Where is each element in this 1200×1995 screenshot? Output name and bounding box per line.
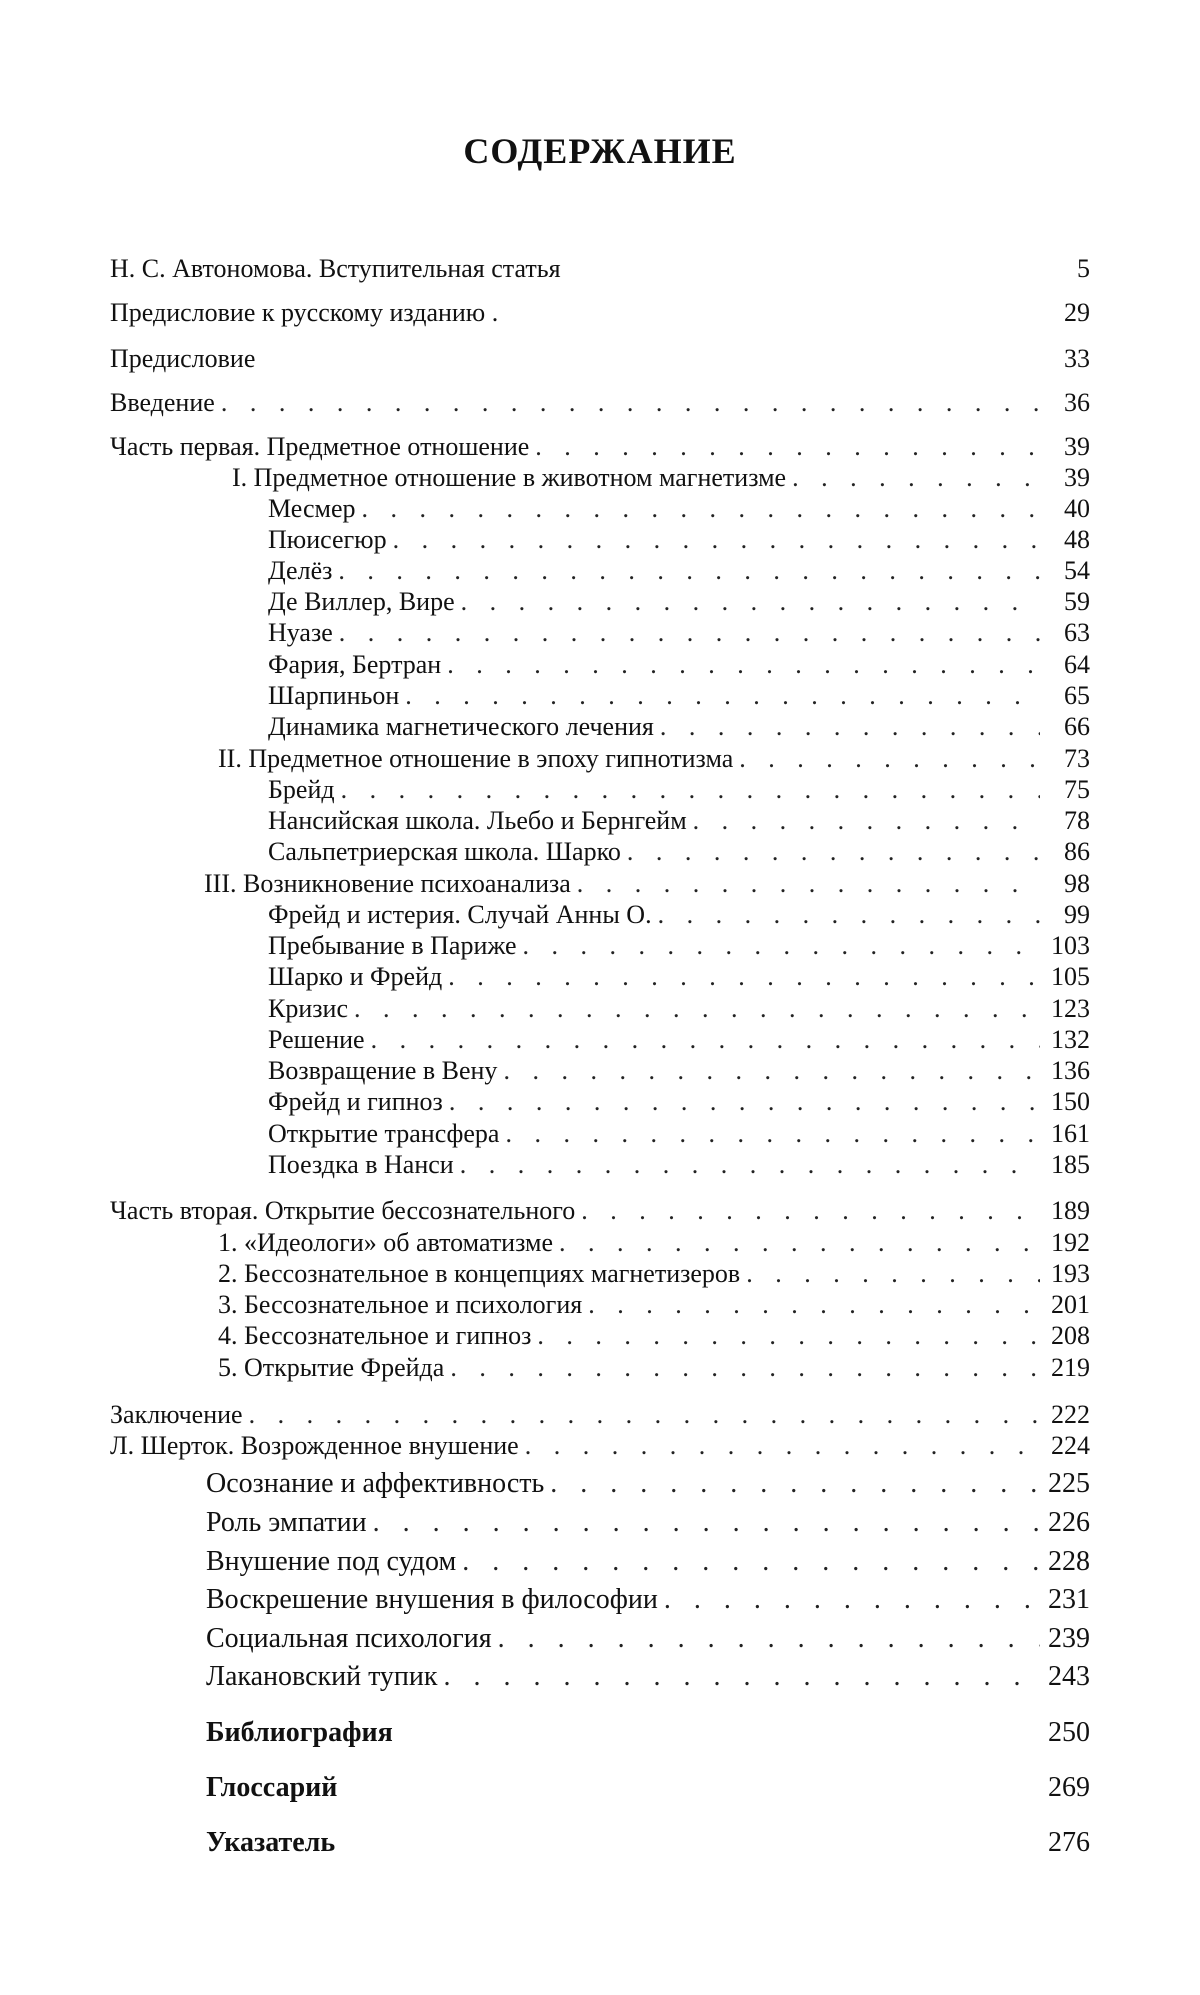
toc-entry-page-number: 201 [1051, 1290, 1090, 1319]
toc-entry-title: Фрейд и истерия. Случай Анны О. [268, 900, 652, 929]
toc-entry[interactable] [268, 556, 1090, 586]
toc-entry[interactable] [268, 618, 1090, 648]
toc-entry-title: Шарпиньон [268, 681, 400, 710]
toc-entry-page-number: 226 [1048, 1507, 1090, 1538]
toc-entry-title: Решение [268, 1025, 365, 1054]
dot-leader [371, 1025, 1040, 1055]
toc-entry-page-number: 276 [1048, 1827, 1090, 1858]
toc-entry-title: 3. Бессознательное и психология [218, 1290, 583, 1319]
toc-entry-page-number: 78 [1064, 806, 1090, 835]
toc-entry-page-number: 208 [1051, 1321, 1090, 1350]
dot-leader [746, 1259, 1040, 1289]
toc-entry-title: 2. Бессознательное в концепциях магнетизеров [218, 1259, 741, 1288]
dot-leader [664, 1585, 1040, 1615]
dot-leader [450, 1353, 1040, 1383]
toc-entry[interactable] [268, 587, 1090, 617]
dot-leader [405, 681, 1040, 711]
toc-entry-page-number: 250 [1048, 1717, 1090, 1748]
toc-entry[interactable] [268, 1025, 1090, 1055]
dot-leader [537, 1321, 1040, 1351]
toc-entry[interactable] [218, 1321, 1090, 1351]
toc-entry-title: Воскрешение внушения в философии [206, 1584, 658, 1615]
dot-leader [448, 962, 1040, 992]
toc-entry-title: Введение [110, 388, 215, 417]
toc-entry-title: Месмер [268, 494, 356, 523]
toc-entry-page-number: 99 [1064, 900, 1090, 929]
toc-entry-page-number: 66 [1064, 712, 1090, 741]
dot-leader [447, 650, 1040, 680]
toc-entry-page-number: 231 [1048, 1584, 1090, 1615]
toc-entry-page-number: 105 [1051, 962, 1090, 991]
toc-entry-page-number: 75 [1064, 775, 1090, 804]
toc-entry-page-number: 150 [1051, 1087, 1090, 1116]
toc-entry-page-number: 222 [1051, 1400, 1090, 1429]
dot-leader [559, 1228, 1040, 1258]
toc-entry[interactable] [268, 1150, 1090, 1180]
toc-entry[interactable] [110, 1196, 1090, 1226]
dot-leader [393, 525, 1040, 555]
toc-entry-title: Часть вторая. Открытие бессознательного [110, 1196, 576, 1225]
toc-entry-title: Глоссарий [206, 1772, 338, 1803]
dot-leader [444, 1662, 1040, 1692]
toc-entry-page-number: 224 [1051, 1431, 1090, 1460]
toc-entry-title: 4. Бессознательное и гипноз [218, 1321, 532, 1350]
toc-entry[interactable] [232, 463, 1090, 493]
toc-entry[interactable] [204, 869, 1090, 899]
toc-entry[interactable] [206, 1662, 1090, 1692]
toc-entry[interactable] [268, 962, 1090, 992]
toc-entry[interactable] [218, 1228, 1090, 1258]
dot-leader [535, 432, 1040, 462]
toc-entry-title: Предисловие к русскому изданию . [110, 298, 499, 327]
toc-entry[interactable] [218, 1259, 1090, 1289]
toc-entry[interactable] [206, 1828, 1090, 1858]
dot-leader [550, 1469, 1040, 1499]
toc-entry[interactable] [268, 806, 1090, 836]
toc-entry-page-number: 5 [1077, 254, 1090, 283]
toc-entry-page-number: 63 [1064, 618, 1090, 647]
toc-entry-title: Поездка в Нанси [268, 1150, 454, 1179]
toc-entry-page-number: 73 [1064, 744, 1090, 773]
toc-entry-page-number: 65 [1064, 681, 1090, 710]
toc-entry[interactable] [110, 298, 1090, 328]
toc-entry-title: Сальпетриерская школа. Шарко [268, 837, 621, 866]
toc-entry[interactable] [268, 712, 1090, 742]
toc-entry-title: Пюисегюр [268, 525, 387, 554]
toc-entry-title: Часть первая. Предметное отношение [110, 432, 530, 461]
toc-entry[interactable] [268, 994, 1090, 1024]
toc-entry-title: Библиография [206, 1717, 393, 1748]
toc-entry-title: Шарко и Фрейд [268, 962, 443, 991]
dot-leader [658, 900, 1040, 930]
toc-entry[interactable] [218, 1353, 1090, 1383]
dot-leader [505, 1119, 1040, 1149]
toc-entry[interactable] [268, 525, 1090, 555]
toc-entry-page-number: 48 [1064, 525, 1090, 554]
toc-entry-title: Нансийская школа. Льебо и Бернгейм [268, 806, 687, 835]
toc-entry-title: II. Предметное отношение в эпоху гипнотизма [218, 744, 734, 773]
dot-leader [525, 1431, 1040, 1461]
toc-entry-title: I. Предметное отношение в животном магнетизме [232, 463, 787, 492]
toc-entry-page-number: 243 [1048, 1661, 1090, 1692]
toc-entry[interactable] [268, 900, 1090, 930]
toc-entry-title: Осознание и аффективность [206, 1468, 545, 1499]
toc-entry-page-number: 39 [1064, 463, 1090, 492]
toc-entry-page-number: 185 [1051, 1150, 1090, 1179]
toc-entry[interactable] [268, 681, 1090, 711]
toc-entry-page-number: 189 [1051, 1196, 1090, 1225]
toc-entry-page-number: 103 [1051, 931, 1090, 960]
toc-entry[interactable] [268, 1087, 1090, 1117]
toc-entry-title: Л. Шерток. Возрожденное внушение [110, 1431, 519, 1460]
dot-leader [523, 931, 1040, 961]
toc-entry-title: Пребывание в Париже [268, 931, 517, 960]
toc-entry[interactable] [218, 1290, 1090, 1320]
toc-entry-page-number: 123 [1051, 994, 1090, 1023]
toc-entry[interactable] [206, 1585, 1090, 1615]
dot-leader [693, 806, 1040, 836]
toc-entry[interactable] [206, 1547, 1090, 1577]
toc-entry-title: Фрейд и гипноз [268, 1087, 443, 1116]
toc-entry[interactable] [110, 432, 1090, 462]
toc-entry-title: Внушение под судом [206, 1546, 457, 1577]
dot-leader [627, 837, 1040, 867]
toc-entry-title: Фария, Бертран [268, 650, 442, 679]
toc-entry-page-number: 132 [1051, 1025, 1090, 1054]
dot-leader [338, 556, 1040, 586]
toc-entry[interactable] [206, 1773, 1090, 1803]
dot-leader [249, 1400, 1040, 1430]
toc-entry-page-number: 136 [1051, 1056, 1090, 1085]
dot-leader [221, 388, 1040, 418]
toc-entry[interactable] [206, 1718, 1090, 1748]
toc-entry-title: 5. Открытие Фрейда [218, 1353, 445, 1382]
toc-entry-title: Лакановский тупик [206, 1661, 438, 1692]
toc-entry[interactable] [268, 931, 1090, 961]
toc-entry-title: Н. С. Автономова. Вступительная статья [110, 254, 561, 283]
toc-entry-page-number: 193 [1051, 1259, 1090, 1288]
dot-leader [588, 1290, 1040, 1320]
toc-entry[interactable] [206, 1508, 1090, 1538]
toc-entry[interactable] [110, 1431, 1090, 1461]
toc-entry-page-number: 219 [1051, 1353, 1090, 1382]
toc-entry-page-number: 161 [1051, 1119, 1090, 1148]
dot-leader [577, 869, 1040, 899]
toc-entry[interactable] [268, 1056, 1090, 1086]
toc-entry-title: Открытие трансфера [268, 1119, 500, 1148]
toc-entry[interactable] [206, 1469, 1090, 1499]
toc-entry[interactable] [110, 344, 1090, 374]
toc-entry[interactable] [110, 254, 1090, 284]
toc-entry-page-number: 29 [1064, 298, 1090, 327]
dot-leader [503, 1056, 1040, 1086]
toc-entry-title: Динамика магнетического лечения [268, 712, 654, 741]
dot-leader [339, 618, 1040, 648]
toc-entry-page-number: 59 [1064, 587, 1090, 616]
toc-entry-title: Возвращение в Вену [268, 1056, 498, 1085]
toc-entry-page-number: 86 [1064, 837, 1090, 866]
toc-entry-title: 1. «Идеологи» об автоматизме [218, 1228, 553, 1257]
dot-leader [462, 1547, 1040, 1577]
toc-entry-title: Делёз [268, 556, 333, 585]
toc-entry-title: Нуазе [268, 618, 333, 647]
toc-entry-title: Заключение [110, 1400, 243, 1429]
dot-leader [354, 994, 1040, 1024]
toc-entry-page-number: 39 [1064, 432, 1090, 461]
toc-entry[interactable] [110, 388, 1090, 418]
toc-entry-title: Социальная психология [206, 1623, 492, 1654]
toc-entry[interactable] [268, 494, 1090, 524]
toc-entry[interactable] [268, 650, 1090, 680]
toc-entry-page-number: 269 [1048, 1772, 1090, 1803]
dot-leader [461, 587, 1040, 617]
dot-leader [373, 1508, 1040, 1538]
dot-leader [460, 1150, 1040, 1180]
toc-entry-page-number: 33 [1064, 344, 1090, 373]
toc-entry-page-number: 64 [1064, 650, 1090, 679]
dot-leader [792, 463, 1040, 493]
toc-entry-page-number: 239 [1048, 1623, 1090, 1654]
toc-entry[interactable] [218, 744, 1090, 774]
toc-entry-title: III. Возникновение психоанализа [204, 869, 571, 898]
toc-entry[interactable] [110, 1400, 1090, 1430]
toc-entry[interactable] [268, 837, 1090, 867]
toc-entry-page-number: 192 [1051, 1228, 1090, 1257]
toc-entry-page-number: 36 [1064, 388, 1090, 417]
toc-entry-title: Кризис [268, 994, 348, 1023]
toc-entry-page-number: 40 [1064, 494, 1090, 523]
toc-entry-title: Предисловие [110, 344, 256, 373]
toc-entry-title: Роль эмпатии [206, 1507, 367, 1538]
toc-entry-title: Указатель [206, 1827, 336, 1858]
dot-leader [739, 744, 1040, 774]
toc-entry-title: Де Виллер, Вире [268, 587, 455, 616]
toc-entry-page-number: 98 [1064, 869, 1090, 898]
toc-entry[interactable] [268, 775, 1090, 805]
toc-entry[interactable] [206, 1624, 1090, 1654]
toc-entry-title: Брейд [268, 775, 335, 804]
dot-leader [341, 775, 1040, 805]
page-title: СОДЕРЖАНИЕ [463, 131, 737, 171]
dot-leader [660, 712, 1040, 742]
toc-entry[interactable] [268, 1119, 1090, 1149]
toc-entry-page-number: 228 [1048, 1546, 1090, 1577]
dot-leader [362, 494, 1041, 524]
toc-entry-page-number: 54 [1064, 556, 1090, 585]
dot-leader [498, 1624, 1040, 1654]
dot-leader [449, 1087, 1040, 1117]
dot-leader [581, 1196, 1040, 1226]
toc-entry-page-number: 225 [1048, 1468, 1090, 1499]
